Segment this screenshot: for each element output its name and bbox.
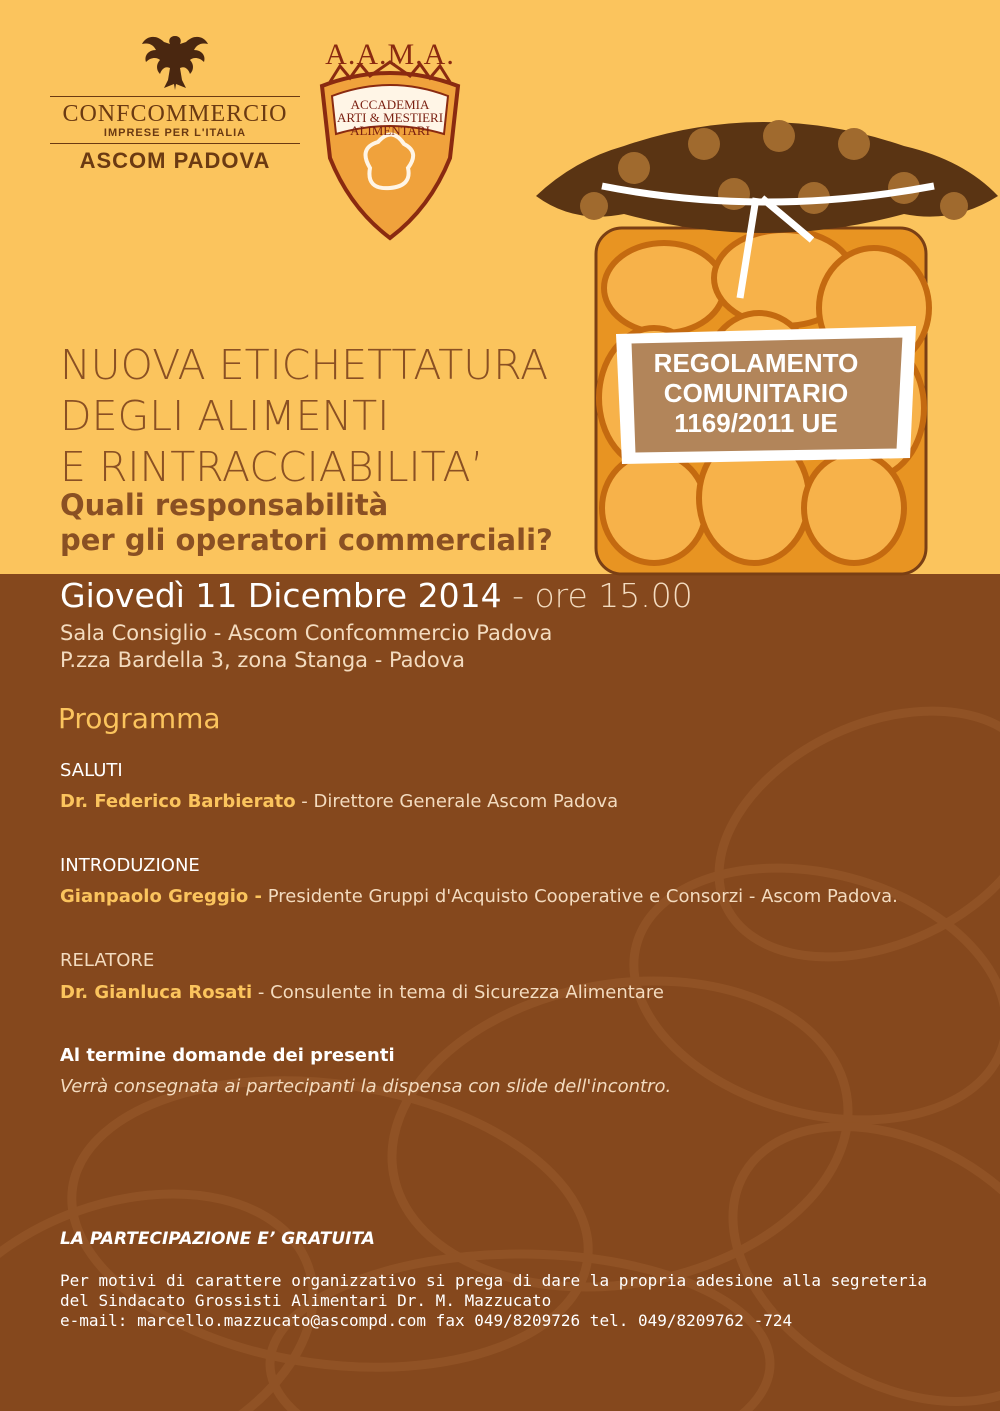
speaker-name: Gianpaolo Greggio -	[60, 886, 263, 907]
aama-caption	[330, 98, 450, 137]
speaker-line-introduzione	[60, 886, 898, 907]
subtitle-line1: Quali responsabilità	[60, 488, 389, 522]
speaker-line-relatore	[60, 982, 664, 1003]
handout-note: Verrà consegnata ai partecipanti la dispensa con slide dell'incontro.	[60, 1076, 672, 1097]
aama-logo	[310, 38, 470, 243]
aama-line3: ALIMENTARI	[350, 123, 430, 138]
title-line1: NUOVA ETICHETTATURA	[60, 341, 549, 389]
speaker-name: Dr. Federico Barbierato	[60, 791, 296, 812]
eagle-icon	[140, 30, 210, 92]
subtitle	[60, 488, 620, 558]
title-line2: DEGLI ALIMENTI	[60, 392, 390, 440]
contact-line2: del Sindacato Grossisti Alimentari Dr. M. Mazzucato	[60, 1291, 552, 1310]
free-participation-note: LA PARTECIPAZIONE E’ GRATUITA	[60, 1229, 375, 1249]
section-label-introduzione: INTRODUZIONE	[60, 855, 200, 876]
aama-line1: ACCADEMIA	[350, 97, 430, 112]
venue-line1: Sala Consiglio - Ascom Confcommercio Padova	[60, 621, 553, 645]
regulation-badge	[618, 332, 894, 452]
badge-line2: COMUNITARIO	[663, 378, 849, 408]
speaker-name: Dr. Gianluca Rosati	[60, 982, 253, 1003]
badge-line3: 1169/2011 UE	[674, 408, 838, 438]
event-date: Giovedì 11 Dicembre 2014	[60, 576, 502, 615]
confcommercio-tagline: IMPRESE PER L'ITALIA	[103, 127, 247, 139]
contact-line3: e-mail: marcello.mazzucato@ascompd.com fax 049/8209726 tel. 049/8209762 -724	[60, 1311, 793, 1330]
closing-note: Al termine domande dei presenti	[60, 1045, 395, 1066]
confcommercio-logo	[50, 30, 300, 174]
section-label-saluti: SALUTI	[60, 760, 123, 781]
confcommercio-city: ASCOM PADOVA	[79, 148, 271, 173]
event-time: - ore 15.00	[501, 576, 693, 615]
event-venue	[60, 620, 552, 674]
subtitle-line2: per gli operatori commerciali?	[60, 523, 553, 557]
event-datetime	[60, 576, 693, 615]
speaker-line-saluti	[60, 791, 618, 812]
speaker-role: Presidente Gruppi d'Acquisto Cooperative e Consorzi - Ascom Padova.	[262, 886, 898, 907]
confcommercio-name: CONFCOMMERCIO	[62, 101, 288, 127]
programma-heading: Programma	[58, 702, 221, 735]
contact-line1: Per motivi di carattere organizzativo si prega di dare la propria adesione alla segreteria	[60, 1271, 927, 1290]
main-title	[60, 340, 620, 493]
contact-info	[60, 1271, 927, 1331]
title-line3: E RINTRACCIABILITA’	[60, 443, 484, 491]
aama-line2: ARTI & MESTIERI	[336, 110, 444, 125]
section-label-relatore: RELATORE	[60, 950, 155, 971]
badge-line1: REGOLAMENTO	[653, 348, 859, 378]
speaker-role: - Consulente in tema di Sicurezza Alimentare	[252, 982, 664, 1003]
aama-title: A.A.M.A.	[325, 38, 455, 71]
speaker-role: - Direttore Generale Ascom Padova	[295, 791, 619, 812]
venue-line2: P.zza Bardella 3, zona Stanga - Padova	[60, 648, 466, 672]
